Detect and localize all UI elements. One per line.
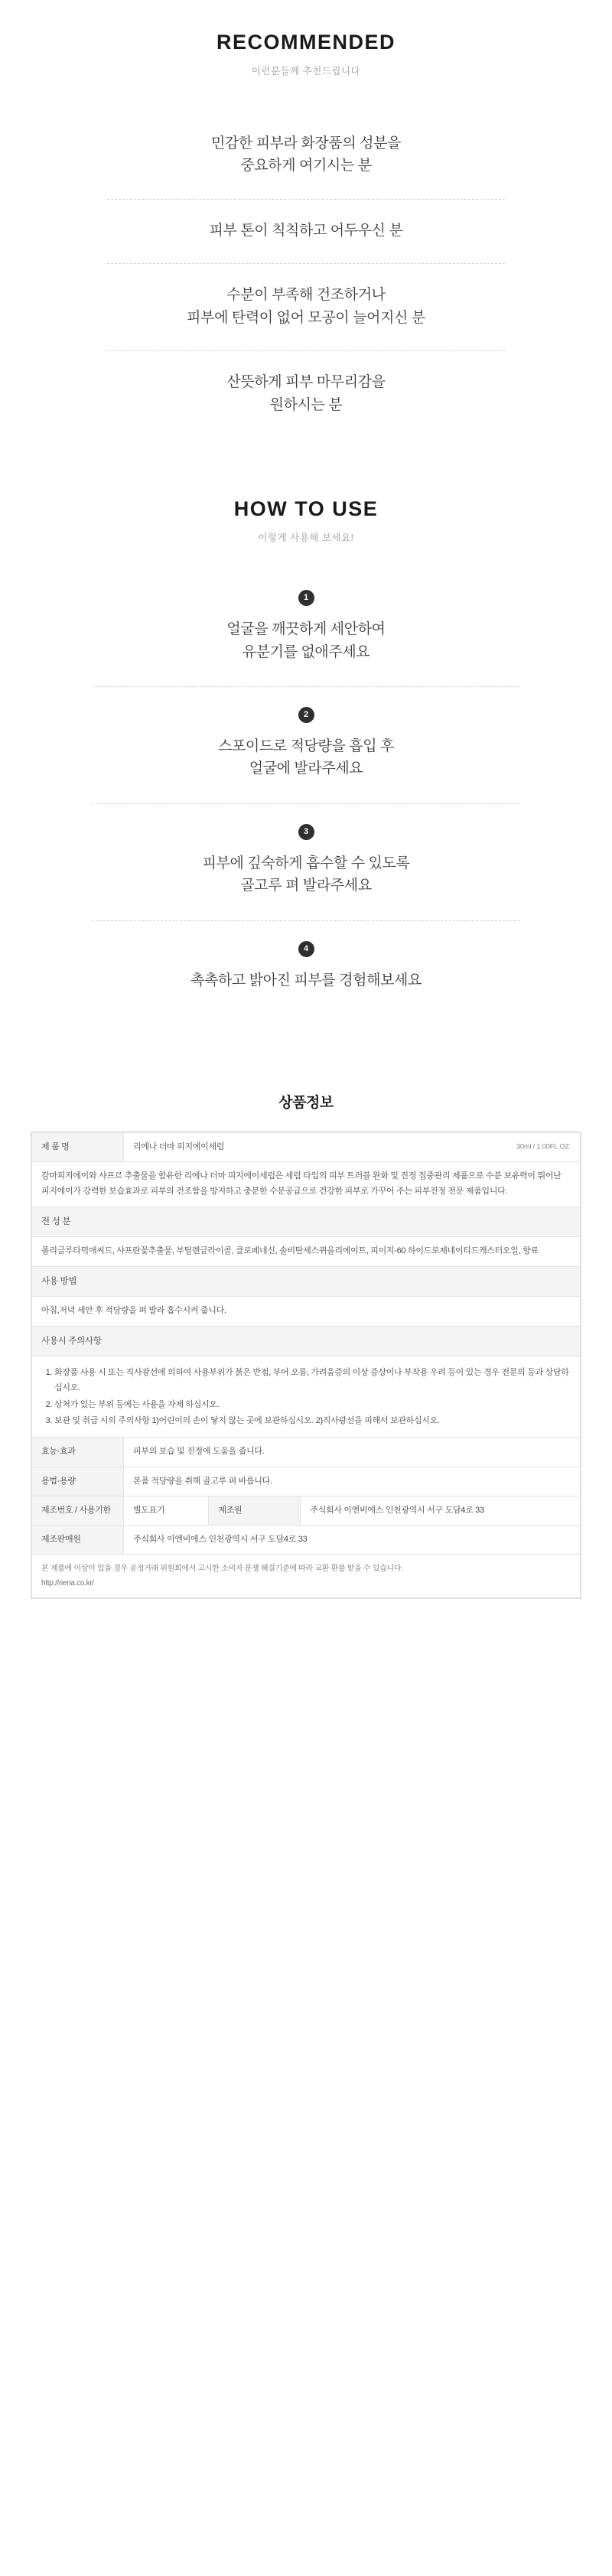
list-item: [92, 803, 520, 920]
efficacy-label: 효능·효과: [32, 1438, 124, 1467]
list-item: [92, 570, 520, 686]
step-line-3b: 골고루 펴 발라주세요: [240, 878, 372, 894]
product-info-table: [31, 1132, 581, 1599]
list-item: [107, 112, 505, 199]
step-number-badge: 4: [298, 941, 314, 957]
lot-expiry-label: 제조번호 / 사용기한: [32, 1496, 124, 1525]
list-item: 3. 보관 및 취급 시의 주의사항 1)어린이의 손이 닿지 않는 곳에 보관하십시오. 2)직사광선을 피해서 보관하십시오.: [54, 1413, 571, 1428]
how-to-use-title: HOW TO USE: [233, 497, 379, 521]
recommended-line-2a: 피부 톤이 칙칙하고 어두우신 분: [209, 222, 403, 239]
how-to-use-section: [0, 438, 612, 1014]
footer-note-line-1: 본 제품에 이상이 있을 경우 공정거래 위원회에서 고시한 소비자 분쟁 해결기준에 따라 교환 환불 받을 수 있습니다.: [41, 1565, 403, 1574]
recommended-line-4b: 원하시는 분: [269, 396, 343, 413]
table-row: [32, 1356, 581, 1437]
recommended-line-1b: 중요하게 여기시는 분: [240, 158, 372, 174]
caution-list-cell: [32, 1356, 581, 1437]
step-number-badge: 1: [298, 590, 314, 606]
table-row: [32, 1297, 581, 1327]
recommended-subtitle: 이런분들께 추천드립니다: [251, 66, 361, 77]
step-line-2a: 스포이드로 적당량을 흡입 후: [217, 738, 395, 754]
recommended-section: [0, 0, 612, 438]
recommended-list: [107, 112, 505, 438]
footer-note-cell: [32, 1555, 581, 1598]
caution-label: 사용시 주의사항: [32, 1326, 581, 1356]
table-row: [32, 1496, 581, 1525]
step-number-badge: 2: [298, 707, 314, 723]
product-name-cell: [124, 1133, 581, 1162]
product-name-label: 제 품 명: [32, 1133, 124, 1162]
recommended-line-1a: 민감한 피부라 화장품의 성분을: [210, 135, 402, 151]
caution-list: [41, 1365, 571, 1428]
list-item: [92, 920, 520, 1014]
recommended-line-3b: 피부에 탄력이 없어 모공이 늘어지신 분: [187, 309, 425, 326]
product-name-value: 리에나 더마 피지에이세럼: [133, 1142, 225, 1152]
recommended-line-3a: 수분이 부족해 건조하거나: [226, 287, 386, 304]
list-item: [92, 686, 520, 803]
lot-expiry-value: 별도표기: [124, 1496, 209, 1525]
manufacturer-label: 제조원: [209, 1496, 301, 1525]
dosage-value: 본품 적당량을 취해 골고루 펴 바릅니다.: [124, 1467, 581, 1496]
efficacy-value: 피부의 보습 및 진정에 도움을 줍니다.: [124, 1438, 581, 1467]
step-line-2b: 얼굴에 발라주세요: [249, 760, 363, 777]
product-info-section: [0, 1014, 612, 1599]
usage-value: 아침,저녁 세안 후 적당량을 펴 발라 흡수시켜 줍니다.: [32, 1297, 581, 1327]
product-info-title: 상품정보: [278, 1095, 334, 1112]
table-row: [32, 1237, 581, 1267]
step-line-1b: 유분기를 없애주세요: [242, 643, 370, 660]
how-to-use-subtitle: 이렇게 사용해 보세요!: [258, 532, 354, 544]
table-row: [32, 1555, 581, 1598]
step-number-badge: 3: [298, 824, 314, 840]
usage-label: 사용 방법: [32, 1266, 581, 1296]
table-row: [32, 1326, 581, 1356]
table-row: [32, 1467, 581, 1496]
recommended-title: RECOMMENDED: [216, 31, 396, 54]
seller-value: 주식회사 이엔비에스 인천광역시 서구 도담4로 33: [124, 1526, 581, 1555]
table-row: [32, 1438, 581, 1467]
table-row: [32, 1162, 581, 1207]
step-line-3a: 피부에 깊숙하게 흡수할 수 있도록: [202, 855, 410, 871]
recommended-line-4a: 산뜻하게 피부 마무리감을: [226, 374, 386, 391]
product-volume: 30ml / 1.00FL.OZ: [516, 1142, 569, 1151]
list-item: [107, 199, 505, 263]
list-item: 2. 상처가 있는 부위 등에는 사용을 자제 하십시오.: [54, 1397, 571, 1412]
brand-site-link[interactable]: http://riena.co.kr/: [41, 1579, 94, 1588]
dosage-label: 용법·용량: [32, 1467, 124, 1496]
table-row: [32, 1526, 581, 1555]
how-to-use-list: [92, 570, 520, 1014]
list-item: 1. 화장품 사용 시 또는 직사광선에 의하여 사용부위가 붉은 반점, 부어 오름, 가려움증의 이상 증상이나 부작용 우려 등이 있는 경우 전문의 등과 상담하십시오.: [54, 1365, 571, 1396]
seller-label: 제조판매원: [32, 1526, 124, 1555]
list-item: [107, 263, 505, 350]
table-row: [32, 1133, 581, 1162]
list-item: [107, 350, 505, 438]
table-row: [32, 1207, 581, 1236]
table-row: [32, 1266, 581, 1296]
product-description: 감마피지에이와 샤프르 추출물을 함유한 리에나 더마 피지에이세럼은 세럼 타입의 피부 트러블 완화 및 진정 집중관리 제품으로 수분 보유력이 뛰어난 피지에이가 강력한 보습효과로 피부의 건조함을 방지하고 충분한 수분공급으로 건강한 피부로 가꾸어 주는 피부진정 전문 제품입니다.: [32, 1162, 581, 1207]
manufacturer-value: 주식회사 이엔비에스 인천광역시 서구 도담4로 33: [301, 1496, 581, 1525]
step-line-1a: 얼굴을 깨끗하게 세안하여: [226, 621, 386, 638]
ingredients-value: 폴리글루타믹애씨드, 샤프란꽃추출물, 부틸렌글라이콜, 클로페네신, 솔비탄세스퀴올리에이트, 피이지-60 하이드로제네이티드캐스터오일, 향료: [32, 1237, 581, 1267]
ingredients-label: 전 성 분: [32, 1207, 581, 1236]
step-line-4a: 촉촉하고 밝아진 피부를 경험해보세요: [190, 972, 422, 988]
